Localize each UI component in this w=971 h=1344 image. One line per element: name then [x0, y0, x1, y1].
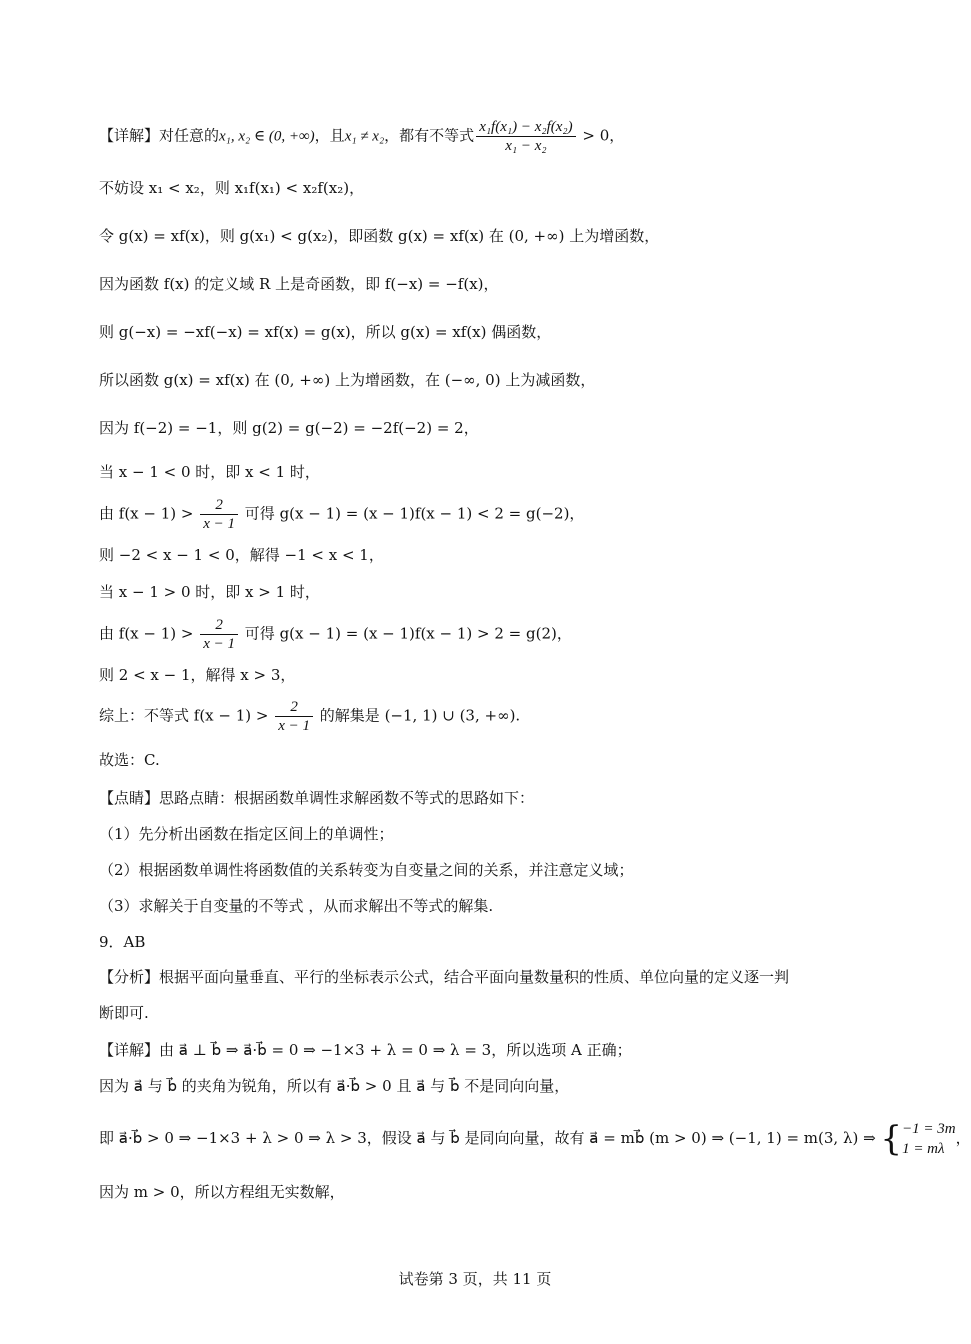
text-line: 当 x − 1 > 0 时，即 x > 1 时， — [99, 583, 320, 601]
text-line: （3）求解关于自变量的不等式 ，从而求解出不等式的解集. — [99, 897, 494, 915]
text-line: 因为 f(−2) = −1，则 g(2) = g(−2) = −2f(−2) = 2， — [99, 419, 479, 437]
fraction: $\frac{2}{x - 1}$ — [200, 616, 238, 653]
text-line: 当 x − 1 < 0 时，即 x < 1 时， — [99, 463, 320, 481]
text-line: 则 g(−x) = −xf(−x) = xf(x) = g(x)，所以 g(x) = xf(x) 偶函数， — [99, 323, 552, 341]
fraction: $\frac{\text{x₁f(x₁) − x₂f(x₂)}}{\text{x₁ − x₂}}$ — [476, 118, 575, 155]
fraction: $\frac{2}{x - 1}$ — [200, 496, 238, 533]
text-line: 故选：C. — [99, 751, 160, 769]
text-line: 因为 m > 0，所以方程组无实数解， — [99, 1183, 345, 1201]
text-line: 则 2 < x − 1，解得 x > 3， — [99, 666, 296, 684]
text-line: 所以函数 g(x) = xf(x) 在 (0, +∞) 上为增函数，在 (−∞, 0) 上为减函数， — [99, 371, 596, 389]
fraction: $\frac{2}{x - 1}$ — [275, 698, 313, 735]
text-line: 【分析】根据平面向量垂直、平行的坐标表示公式，结合平面向量数量积的性质、单位向量的定义逐一判 — [99, 968, 790, 986]
system-line: 即 a⃗·b⃗ > 0 ⇒ −1×3 + λ > 0 ⇒ λ > 3，假设 a⃗ 与 b⃗ 是同向向量，故有 a⃗ = mb⃗ (m > 0) ⇒ (−1, 1) = m(3, λ) ⇒ { −1 = 3m 1 = mλ ， — [99, 1119, 971, 1159]
text-line: 则 −2 < x − 1 < 0，解得 −1 < x < 1， — [99, 546, 384, 564]
text-line: （1）先分析出函数在指定区间上的单调性； — [99, 825, 394, 843]
text-line: 【详解】由 a⃗ ⊥ b⃗ ⇒ a⃗·b⃗ = 0 ⇒ −1×3 + λ = 0 ⇒ λ = 3，所以选项 A 正确； — [99, 1041, 632, 1059]
text-line: 断即可. — [99, 1004, 149, 1022]
fraction-line: 综上：不等式 f(x − 1) > $\frac{2}{x - 1}$ 的解集是 (−1, 1) ∪ (3, +∞). — [99, 699, 521, 734]
text-line: 【点睛】思路点睛：根据函数单调性求解函数不等式的思路如下： — [99, 789, 535, 807]
fraction-line: 由 f(x − 1) > $\frac{2}{x - 1}$ 可得 g(x − 1) = (x − 1)f(x − 1) > 2 = g(2)， — [99, 617, 572, 652]
left-brace: { — [880, 1119, 903, 1159]
question-number: 9．AB — [99, 933, 146, 951]
detail-line-1: 【详解】对任意的x₁, x₂ ∈ (0, +∞)，且x₁ ≠ x₂，都有不等式 $\frac{\text{x₁f(x₁) − x₂f(x₂)}}{\text{x₁ − x₂}}$ > 0， — [99, 119, 625, 154]
page-footer: 试卷第 3 页，共 11 页 — [398, 1270, 552, 1288]
fraction-line: 由 f(x − 1) > $\frac{2}{x - 1}$ 可得 g(x − 1) = (x − 1)f(x − 1) < 2 = g(−2)， — [99, 497, 585, 532]
text-line: 不妨设 x₁ < x₂，则 x₁f(x₁) < x₂f(x₂)， — [99, 179, 365, 197]
text-line: 令 g(x) = xf(x)，则 g(x₁) < g(x₂)，即函数 g(x) = xf(x) 在 (0, +∞) 上为增函数， — [99, 227, 660, 245]
text-line: 因为 a⃗ 与 b⃗ 的夹角为锐角，所以有 a⃗·b⃗ > 0 且 a⃗ 与 b⃗ 不是同向向量， — [99, 1077, 570, 1095]
text-line: （2）根据函数单调性将函数值的关系转变为自变量之间的关系，并注意定义域； — [99, 861, 634, 879]
equation-system: −1 = 3m 1 = mλ — [902, 1121, 956, 1157]
text-line: 因为函数 f(x) 的定义域 R 上是奇函数，即 f(−x) = −f(x)， — [99, 275, 499, 293]
